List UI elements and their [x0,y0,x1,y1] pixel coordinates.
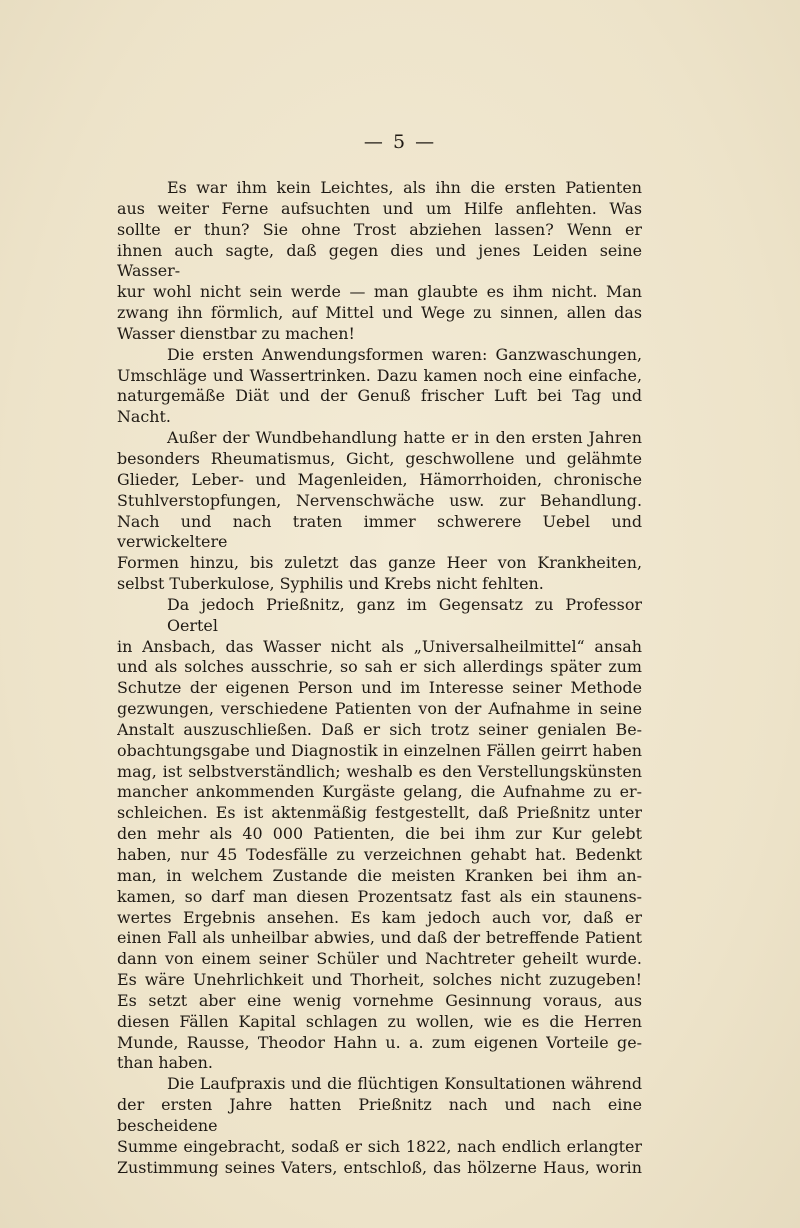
text-line: naturgemäße Diät und der Genuß frischer Luft bei Tag und [117,386,642,406]
text-line: selbst Tuberkulose, Syphilis und Krebs nicht fehlten. [117,574,544,594]
text-line: mancher ankommenden Kurgäste gelang, die Aufnahme zu er- [117,782,642,802]
text-line: diesen Fällen Kapital schlagen zu wollen, wie es die Herren [117,1011,642,1031]
text-line: gezwungen, verschiedene Patienten von der Aufnahme in seine [117,699,642,719]
text-line: haben, nur 45 Todesfälle zu verzeichnen gehabt hat. Bedenkt [117,845,642,864]
text-line: Munde, Rausse, Theodor Hahn u. a. zum eigenen Vorteile ge- [117,1032,642,1052]
text-line: in Ansbach, das Wasser nicht als „Universalheilmittel“ ansah [117,636,642,656]
text-line: Da jedoch Prießnitz, ganz im Gegensatz zu Professor Oertel [167,594,642,635]
text-line: Formen hinzu, bis zuletzt das ganze Heer von Krankheiten, [117,553,642,573]
text-line: Nach und nach traten immer schwerere Uebel und verwickeltere [117,511,642,552]
text-line: einen Fall als unheilbar abwies, und daß der betreffende Patient [117,928,642,948]
text-line: Summe eingebracht, sodaß er sich 1822, nach endlich erlangter [117,1136,642,1156]
text-line: ihnen auch sagte, daß gegen dies und jenes Leiden seine Wasser- [117,240,642,281]
text-line: kamen, so darf man diesen Prozentsatz fast als ein staunens- [117,886,642,906]
text-line: Wasser dienstbar zu machen! [117,323,355,343]
text-line: Stuhlverstopfungen, Nervenschwäche usw. zur Behandlung. [117,490,642,510]
text-line: wertes Ergebnis ansehen. Es kam jedoch auch vor, daß er [117,907,642,927]
text-line: Glieder, Leber- und Magenleiden, Hämorrhoiden, chronische [117,469,642,489]
text-line: zwang ihn förmlich, auf Mittel und Wege zu sinnen, allen das [117,303,642,323]
text-line: sollte er thun? Sie ohne Trost abziehen lassen? Wenn er [117,219,642,239]
text-line: Nacht. [117,407,171,427]
text-line: obachtungsgabe und Diagnostik in einzelnen Fällen geirrt haben [117,740,642,760]
text-line: than haben. [117,1053,213,1073]
text-line: Die ersten Anwendungsformen waren: Ganzwaschungen, [167,344,642,364]
text-line: den mehr als 40 000 Patienten, die bei ihm zur Kur gelebt [117,824,642,844]
text-line: Zustimmung seines Vaters, entschloß, das hölzerne Haus, worin [117,1157,642,1177]
body-text [117,178,642,1179]
text-line: und als solches ausschrie, so sah er sich allerdings später zum [117,657,642,677]
page-number: — 5 — [363,131,437,153]
text-line: Schutze der eigenen Person und im Interesse seiner Methode [117,678,642,698]
text-line: Es wäre Unehrlichkeit und Thorheit, solches nicht zuzugeben! [117,970,642,990]
text-line: Es setzt aber eine wenig vornehme Gesinnung voraus, aus [117,990,642,1010]
text-line: Es war ihm kein Leichtes, als ihn die ersten Patienten [167,178,642,197]
text-line: man, in welchem Zustande die meisten Kranken bei ihm an- [117,865,642,885]
text-line: besonders Rheumatismus, Gicht, geschwollene und gelähmte [117,448,642,468]
text-line: kur wohl nicht sein werde — man glaubte es ihm nicht. Man [117,282,642,302]
text-line: schleichen. Es ist aktenmäßig festgestellt, daß Prießnitz unter [117,803,642,823]
text-line: dann von einem seiner Schüler und Nachtreter geheilt wurde. [117,949,642,969]
text-line: der ersten Jahre hatten Prießnitz nach und nach eine bescheidene [117,1095,642,1135]
text-line: Außer der Wundbehandlung hatte er in den ersten Jahren [167,428,642,448]
text-line: aus weiter Ferne aufsuchten und um Hilfe anflehten. Was [117,198,642,218]
text-line: Die Laufpraxis und die flüchtigen Konsultationen während [167,1074,642,1094]
text-line: Umschläge und Wassertrinken. Dazu kamen noch eine einfache, [117,365,642,385]
text-line: Anstalt auszuschließen. Daß er sich trotz seiner genialen Be- [117,719,642,739]
text-line: mag, ist selbstverständlich; weshalb es den Verstellungskünsten [117,761,642,781]
